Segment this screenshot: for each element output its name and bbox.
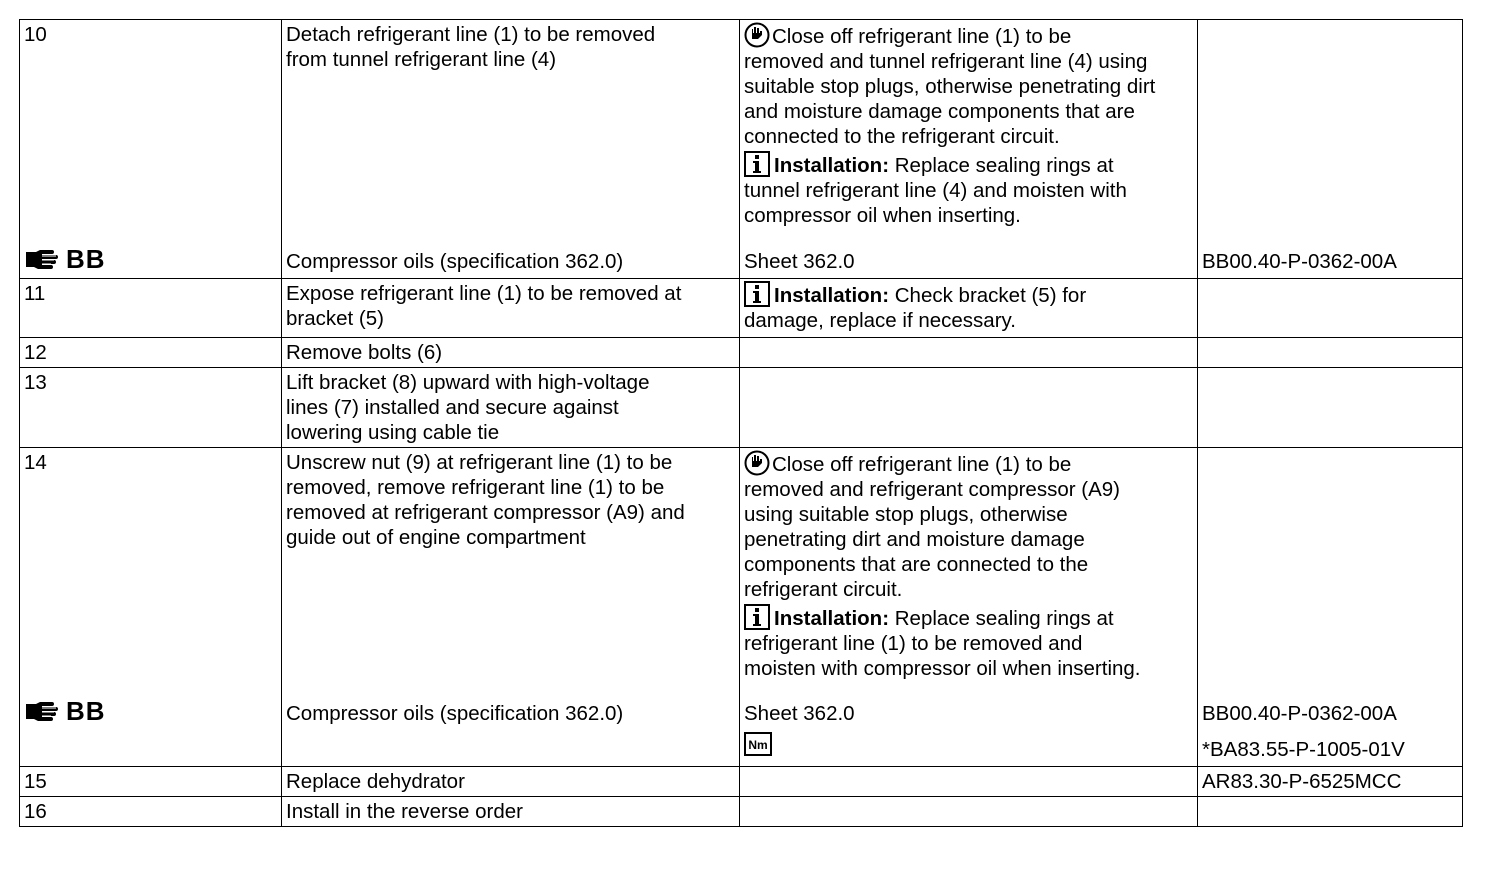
- doc-cell: [1198, 797, 1463, 827]
- action-text: Lift bracket (8) upward with high-voltage: [286, 371, 650, 394]
- doc-cell: [1198, 368, 1463, 448]
- table-row: [20, 767, 1463, 797]
- stop-hand-icon: [744, 450, 770, 476]
- notes-cell: [740, 279, 1198, 338]
- doc-link[interactable]: BB00.40-P-0362-00A: [1202, 250, 1397, 273]
- table-row: [20, 279, 1463, 338]
- bb-reference: [24, 695, 277, 729]
- torque-reference: [744, 732, 1193, 762]
- info-icon: [744, 281, 770, 307]
- doc-cell: [1198, 767, 1463, 797]
- doc-cell: [1198, 20, 1463, 279]
- doc-cell: [1198, 448, 1463, 767]
- notes-cell: [740, 797, 1198, 827]
- action-cell: [282, 279, 740, 338]
- caution-note: Close off refrigerant line (1) to be removed and tunnel refrigerant line (4) using suitable stop plugs, otherwise penetrating dirt and moisture damage components that are connected to the refrigerant circuit.: [744, 24, 1193, 149]
- action-cell: [282, 797, 740, 827]
- doc-cell: [1198, 338, 1463, 368]
- bb-reference: [24, 243, 277, 277]
- bb-item: Compressor oils (specification 362.0): [286, 250, 624, 273]
- procedure-table: [19, 19, 1463, 827]
- installation-note: Installation: Replace sealing rings at tunnel refrigerant line (4) and moisten with compressor oil when inserting.: [744, 153, 1193, 228]
- step-cell: [20, 368, 282, 448]
- bb-sheet: Sheet 362.0: [744, 702, 855, 725]
- step-number: 12: [24, 341, 47, 364]
- action-text: removed at refrigerant compressor (A9) and: [286, 501, 685, 524]
- action-text: bracket (5): [286, 307, 384, 330]
- notes-cell: [740, 20, 1198, 279]
- pointing-hand-icon: [24, 248, 62, 270]
- step-number: 14: [24, 451, 47, 474]
- notes-cell: [740, 368, 1198, 448]
- action-text: Detach refrigerant line (1) to be removed: [286, 23, 656, 46]
- step-number: 15: [24, 770, 47, 793]
- doc-cell: [1198, 279, 1463, 338]
- action-text: removed, remove refrigerant line (1) to be: [286, 476, 665, 499]
- step-number: 16: [24, 800, 47, 823]
- step-cell: [20, 20, 282, 279]
- doc-link[interactable]: AR83.30-P-6525MCC: [1202, 770, 1402, 793]
- action-text: Install in the reverse order: [286, 800, 524, 823]
- info-icon: [744, 604, 770, 630]
- action-text: Unscrew nut (9) at refrigerant line (1) to be: [286, 451, 673, 474]
- notes-cell: [740, 448, 1198, 767]
- table-row: [20, 338, 1463, 368]
- table-row: [20, 797, 1463, 827]
- action-text: lowering using cable tie: [286, 421, 500, 444]
- step-number: 10: [24, 23, 47, 46]
- action-text: Replace dehydrator: [286, 770, 465, 793]
- installation-note: Installation: Check bracket (5) for damage, replace if necessary.: [744, 283, 1193, 333]
- table-row: [20, 448, 1463, 767]
- bb-label: BB: [66, 695, 106, 726]
- caution-note: Close off refrigerant line (1) to be removed and refrigerant compressor (A9) using suitable stop plugs, otherwise penetrating dirt and moisture damage components that are connected to the refrigerant circuit.: [744, 452, 1193, 602]
- action-text: lines (7) installed and secure against: [286, 396, 619, 419]
- step-cell: [20, 279, 282, 338]
- notes-cell: [740, 767, 1198, 797]
- step-cell: [20, 797, 282, 827]
- pointing-hand-icon: [24, 700, 62, 722]
- action-text: Expose refrigerant line (1) to be removed at: [286, 282, 682, 305]
- action-cell: [282, 20, 740, 279]
- bb-label: BB: [66, 243, 106, 274]
- step-number: 13: [24, 371, 47, 394]
- step-cell: [20, 448, 282, 767]
- action-cell: [282, 338, 740, 368]
- action-cell: [282, 448, 740, 767]
- table-row: [20, 368, 1463, 448]
- step-number: 11: [24, 282, 46, 305]
- action-text: from tunnel refrigerant line (4): [286, 48, 557, 71]
- stop-hand-icon: [744, 22, 770, 48]
- doc-link[interactable]: *BA83.55-P-1005-01V: [1202, 738, 1405, 761]
- notes-cell: [740, 338, 1198, 368]
- action-cell: [282, 368, 740, 448]
- step-cell: [20, 767, 282, 797]
- torque-nm-icon: [744, 732, 772, 756]
- info-icon: [744, 151, 770, 177]
- bb-item: Compressor oils (specification 362.0): [286, 702, 624, 725]
- doc-link[interactable]: BB00.40-P-0362-00A: [1202, 702, 1397, 725]
- action-text: guide out of engine compartment: [286, 526, 586, 549]
- torque-label: Nm: [748, 738, 768, 752]
- action-cell: [282, 767, 740, 797]
- installation-note: Installation: Replace sealing rings at refrigerant line (1) to be removed and moisten with compressor oil when inserting.: [744, 606, 1193, 681]
- action-text: Remove bolts (6): [286, 341, 443, 364]
- table-row: [20, 20, 1463, 279]
- bb-sheet: Sheet 362.0: [744, 250, 855, 273]
- step-cell: [20, 338, 282, 368]
